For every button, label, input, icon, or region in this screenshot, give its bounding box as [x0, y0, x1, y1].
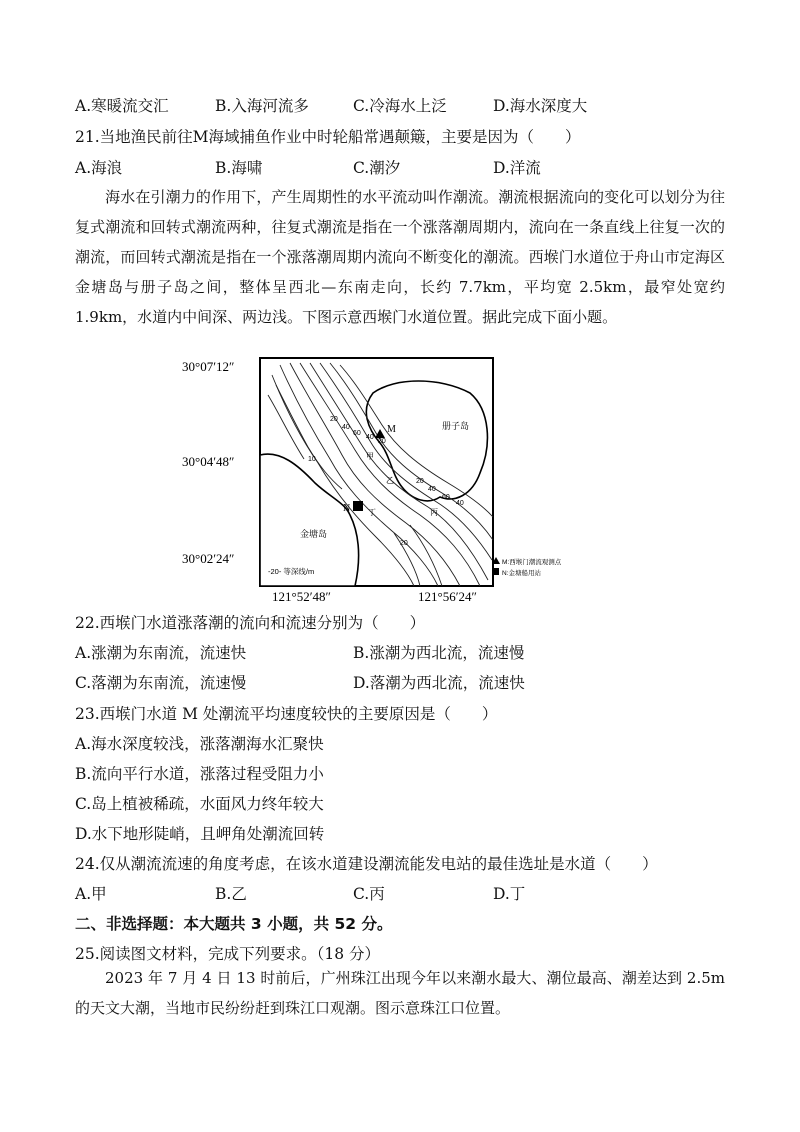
legend-isobath: -20- 等深线/m — [268, 567, 315, 576]
passage-pearl-river — [75, 963, 725, 1023]
island-north-label: 册子岛 — [442, 422, 470, 432]
q25-stem: 25.阅读图文材料，完成下列要求。（18 分） — [75, 945, 381, 963]
q21-option-d: D.洋流 — [493, 159, 541, 177]
point-n-label: N — [343, 503, 351, 514]
channel-label-yi: 乙 — [386, 476, 394, 485]
depth-label: 40 — [366, 434, 374, 441]
q22-stem: 22.西堠门水道涨落潮的流向和流速分别为（ ） — [75, 614, 426, 632]
lat-label-top: 30°07′12″ — [182, 359, 235, 374]
q23-option-b: B.流向平行水道，涨落过程受阻力小 — [75, 765, 324, 783]
q24-option-a: A.甲 — [75, 885, 107, 903]
depth-label: 20 — [330, 416, 338, 423]
depth-label: 10 — [308, 456, 316, 463]
lat-label-bottom: 30°02′24″ — [182, 551, 235, 566]
depth-label: 40 — [456, 500, 464, 507]
q21-option-b: B.海啸 — [215, 159, 263, 177]
depth-label: 40 — [342, 424, 350, 431]
q23-stem: 23.西堠门水道 M 处潮流平均速度较快的主要原因是（ ） — [75, 705, 498, 723]
q23-option-d: D.水下地形陡峭，且岬角处潮流回转 — [75, 825, 325, 843]
passage-tidal-current — [75, 182, 725, 332]
section-heading: 二、非选择题：本大题共 3 小题，共 52 分。 — [75, 915, 393, 933]
q22-option-d: D.落潮为西北流，流速快 — [353, 674, 525, 692]
xihoumen-channel-map — [180, 355, 562, 605]
q20-option-c: C.冷海水上泛 — [353, 97, 447, 115]
point-n-marker — [353, 501, 363, 511]
depth-label: 20 — [378, 438, 386, 445]
passage-pearl-river-text: 2023 年 7 月 4 日 13 时前后，广州珠江出现今年以来潮水最大、潮位最高、潮差达到 2.5m 的天文大潮，当地市民纷纷赶到珠江口观潮。图示意珠江口位置。 — [75, 969, 725, 1017]
q22-option-b: B.涨潮为西北流，流速慢 — [353, 644, 525, 662]
q24-stem: 24.仅从潮流流速的角度考虑，在该水道建设潮流能发电站的最佳选址是水道（ ） — [75, 855, 658, 873]
lon-label-left: 121°52′48″ — [272, 589, 331, 604]
q24-option-b: B.乙 — [215, 885, 247, 903]
depth-label: 20 — [416, 478, 424, 485]
q22-option-c: C.落潮为东南流，流速慢 — [75, 674, 247, 692]
channel-label-jia: 甲 — [366, 452, 374, 461]
depth-label: 60 — [442, 494, 450, 501]
lon-label-right: 121°56′24″ — [418, 589, 477, 604]
q24-option-d: D.丁 — [493, 885, 526, 903]
q21-stem: 21.当地渔民前往M海域捕鱼作业中时轮船常遇颠簸，主要是因为（ ） — [75, 128, 581, 146]
point-m-label: M — [387, 424, 396, 435]
q22-option-a: A.涨潮为东南流，流速快 — [75, 644, 247, 662]
q21-option-a: A.海浪 — [75, 159, 123, 177]
depth-label: 40 — [428, 486, 436, 493]
q20-option-a: A.寒暖流交汇 — [75, 97, 169, 115]
legend-n-icon — [492, 568, 499, 575]
channel-label-bing: 丙 — [430, 508, 438, 517]
q24-option-c: C.丙 — [353, 885, 385, 903]
depth-label: 20 — [400, 540, 408, 547]
q20-option-d: D.海水深度大 — [493, 97, 588, 115]
q23-option-c: C.岛上植被稀疏，水面风力终年较大 — [75, 795, 324, 813]
q20-option-b: B.入海河流多 — [215, 97, 309, 115]
channel-label-ding: 丁 — [368, 508, 376, 517]
legend-n: N:金塘船用站 — [502, 570, 541, 577]
q21-option-c: C.潮汐 — [353, 159, 401, 177]
island-south-label: 金塘岛 — [300, 530, 328, 540]
q23-option-a: A.海水深度较浅，涨落潮海水汇聚快 — [75, 735, 324, 753]
legend-m: M:西堠门潮流观测点 — [502, 559, 562, 566]
depth-label: 60 — [353, 430, 361, 437]
passage-tidal-current-text: 海水在引潮力的作用下，产生周期性的水平流动叫作潮流。潮流根据流向的变化可以划分为往复式潮流和回转式潮流两种，往复式潮流是指在一个涨落潮周期内，流向在一条直线上往复一次的潮流，而回转式潮流是指在一个涨落潮周期内流向不断变化的潮流。西堠门水道位于舟山市定海区金塘岛与册子岛之间，整体呈西北—东南走向，长约 7.7km，平均宽 2.5km，最窄处宽约 1.9km，水道内中间深、两边浅。下图示意西堠门水道位置。据此完成下面小题。 — [75, 188, 725, 326]
lat-label-middle: 30°04′48″ — [182, 454, 235, 469]
